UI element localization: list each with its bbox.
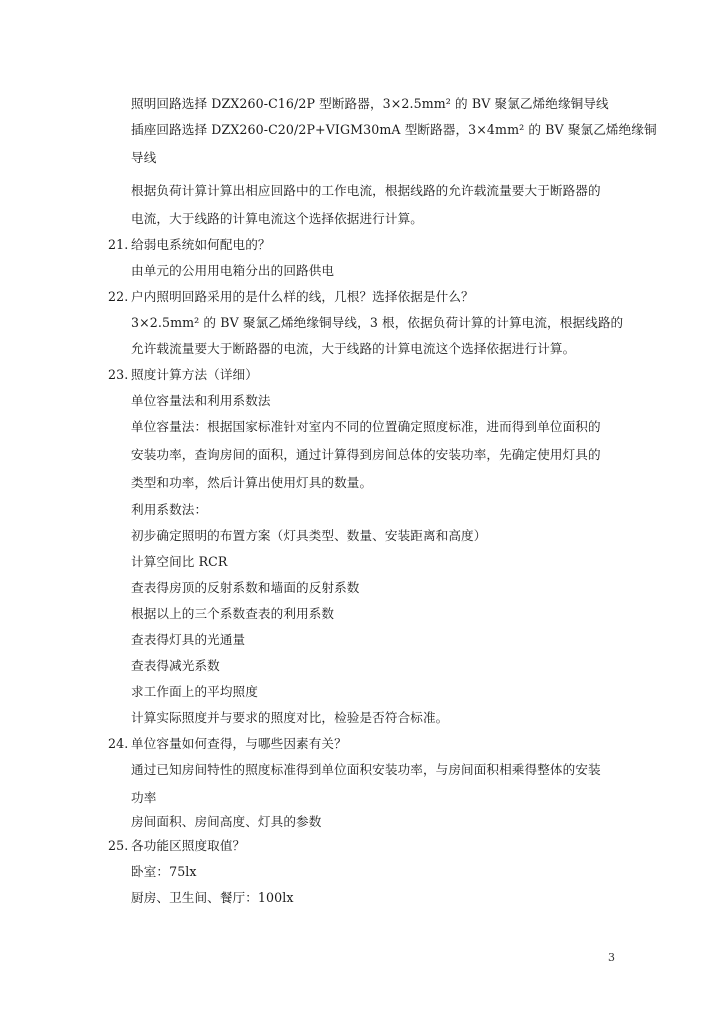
question-24	[108, 736, 347, 752]
answer-line: 类型和功率，然后计算出使用灯具的数量。	[131, 475, 373, 490]
answer-line: 由单元的公用用电箱分出的回路供电	[131, 263, 335, 278]
question-number: 21.	[108, 237, 129, 252]
answer-line: 允许载流量要大于断路器的电流，大于线路的计算电流这个选择依据进行计算。	[131, 341, 576, 356]
answer-line: 计算实际照度并与要求的照度对比，检验是否符合标准。	[131, 710, 449, 725]
text-line: 电流，大于线路的计算电流这个选择依据进行计算。	[131, 211, 423, 226]
question-22	[108, 289, 474, 305]
answer-line: 查表得灯具的光通量	[131, 632, 246, 647]
text-line: 导线	[131, 150, 157, 165]
question-text: 照度计算方法（详细）	[131, 367, 258, 382]
answer-line: 厨房、卫生间、餐厅：100lx	[131, 890, 294, 905]
question-text: 户内照明回路采用的是什么样的线，几根？选择依据是什么？	[131, 289, 474, 304]
answer-line: 卧室：75lx	[131, 864, 197, 879]
question-number: 24.	[108, 736, 129, 751]
answer-line: 利用系数法：	[131, 502, 208, 517]
answer-line: 安装功率，查询房间的面积，通过计算得到房间总体的安装功率，先确定使用灯具的	[131, 447, 601, 462]
question-text: 各功能区照度取值？	[131, 838, 246, 853]
question-number: 22.	[108, 289, 129, 304]
text-line: 根据负荷计算计算出相应回路中的工作电流，根据线路的允许载流量要大于断路器的	[131, 183, 601, 198]
text-line: 插座回路选择 DZX260-C20/2P+VIGM30mA 型断路器，3×4mm² 的 BV 聚氯乙烯绝缘铜	[131, 122, 657, 137]
page-number: 3	[608, 951, 615, 964]
answer-line: 单位容量法：根据国家标准针对室内不同的位置确定照度标准，进而得到单位面积的	[131, 419, 601, 434]
question-23	[108, 367, 258, 383]
answer-line: 求工作面上的平均照度	[131, 684, 258, 699]
answer-line: 查表得房顶的反射系数和墙面的反射系数	[131, 580, 360, 595]
answer-line: 3×2.5mm² 的 BV 聚氯乙烯绝缘铜导线，3 根，依据负荷计算的计算电流，根据线路的	[131, 315, 624, 330]
answer-line: 功率	[131, 790, 157, 805]
text-line: 照明回路选择 DZX260-C16/2P 型断路器，3×2.5mm² 的 BV 聚氯乙烯绝缘铜导线	[131, 96, 609, 111]
question-text: 给弱电系统如何配电的？	[131, 237, 271, 252]
answer-line: 单位容量法和利用系数法	[131, 393, 271, 408]
answer-line: 初步确定照明的布置方案（灯具类型、数量、安装距离和高度）	[131, 528, 487, 543]
question-number: 23.	[108, 367, 129, 382]
answer-line: 查表得减光系数	[131, 658, 220, 673]
question-25	[108, 838, 245, 854]
question-text: 单位容量如何查得，与哪些因素有关？	[131, 736, 347, 751]
answer-line: 计算空间比 RCR	[131, 554, 228, 569]
answer-line: 根据以上的三个系数查表的利用系数	[131, 606, 335, 621]
question-number: 25.	[108, 838, 129, 853]
answer-line: 房间面积、房间高度、灯具的参数	[131, 814, 322, 829]
question-21	[108, 237, 271, 253]
answer-line: 通过已知房间特性的照度标准得到单位面积安装功率，与房间面积相乘得整体的安装	[131, 762, 601, 777]
